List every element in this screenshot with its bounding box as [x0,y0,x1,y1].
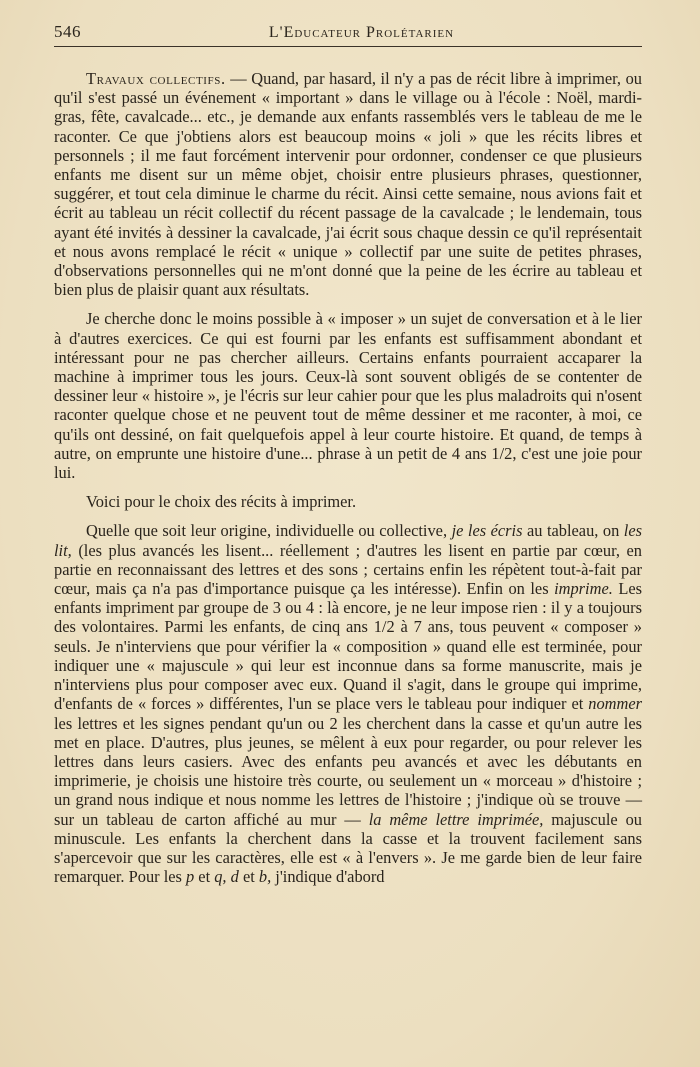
text-run: et [194,867,215,887]
text-run: au tableau, on [522,521,624,541]
body-text [54,69,642,886]
emphasis: les lit, [54,521,642,560]
emphasis: je les écris [451,521,523,541]
paragraph [54,521,642,886]
emphasis: q, [214,867,227,887]
text-run: (les plus avancés les lisent... réellement ; d'autres les lisent en partie par cœur, en partie en reconnaissant des lettres et des sons ; certains enfin les répètent tout-à-fait par cœur, mais ça n'a pas d'importance puisque ça les intéresse). Enfin on les [54,540,642,599]
emphasis: imprime. [554,579,613,599]
text-run: Les enfants impriment par groupe de 3 ou 4 : là encore, je ne leur impose rien : il y a toujours des volontaires. Parmi les enfants, de cinq ans 1/2 à 7 ans, tous peuvent « composer » seuls. Je n'interviens que pour vérifier la « composition » quand elle est terminée, pour indiquer une « majuscule » qui leur est inconnue dans sa forme manuscrite, mais je n'interviens plus pour composer avec eux. Quand il s'agit, dans le groupe qui imprime, d'enfants de « forces » différentes, l'un se place vers le tableau pour indiquer et [54,579,642,714]
emphasis: d [230,867,239,887]
emphasis: b, [258,867,272,887]
paragraph-text: — Quand, par hasard, il n'y a pas de récit libre à imprimer, ou qu'il s'est passé un événement « important » dans le village ou à l'école : Noël, mardi-gras, fête, cavalcade... etc., je demande aux enfants rassemblés vers le tableau de me le raconter. Ce que j'obtiens alors est beaucoup moins « joli » que les récits libres et personnels ; il me faut forcément intervenir pour ordonner, condenser ce que plusieurs enfants me disent sur un même objet, choisir entre plusieurs phrases, questionner, suggérer, et tout cela diminue le charme du récit. Ainsi cette semaine, nous avions fait et écrit au tableau un récit collectif du récent passage de la cavalcade ; le lendemain, tous ayant été invités à dessiner la cavalcade, j'ai écrit sous chaque dessin ce qu'il représentait et nous avons remplacé le récit « unique » collectif par une suite de petites phrases, d'observations personnelles qui ne m'ont donné que la peine de les écrire au tableau et bien plus de plaisir quant aux résultats. [54,69,642,300]
text-run: Quelle que soit leur origine, individuelle ou collective, [86,521,452,541]
page-number: 546 [54,22,81,41]
running-title: L'Educateur Prolétarien [268,24,455,41]
paragraph: Je cherche donc le moins possible à « imposer » un sujet de conversation et à le lier à d'autres exercices. Ce qui est fourni par les enfants est suffisamment abondant et intéressant pour ne pas chercher ailleurs. Certains enfants pourraient accaparer la machine à imprimer tous les jours. Ceux-là sont souvent obligés de se contenter de dessiner leur « histoire », je l'écris sur leur cahier pour que les plus maladroits qui n'osent raconter quelque chose et ne peuvent tout de même dessiner et me raconter, à moi, ce qu'ils ont dessiné, on fait quelquefois appel à leur courte histoire. Et quand, de temps à autre, on emprunte une histoire d'une... phrase à un petit de 4 ans 1/2, c'est une joie pour lui. [54,309,642,483]
text-run: les lettres et les signes pendant qu'un ou 2 les cherchent dans la casse et qu'un autre les met en place. D'autres, plus jeunes, se mêlent à eux pour regarder, ou pour relever les lettres dans leurs casiers. Avec des enfants peu avancés et avec les débutants en imprimerie, je choisis une histoire très courte, ou seulement un « morceau » d'histoire ; un grand nous indique et nous nomme les lettres de l'histoire ; j'indique où se trouve — sur un tableau de carton affiché au mur — [54,713,642,829]
text-run: majuscule ou minuscule. Les enfants la cherchent dans la casse et la trouvent facilement sans s'apercevoir que sur les caractères, elle est « à l'envers ». Je me garde bien de leur faire remarquer. Pour les [54,809,642,887]
text-run: et [238,867,259,887]
section-lead: Travaux collectifs. [86,69,226,88]
emphasis: la même lettre imprimée, [368,809,544,829]
paragraph: Voici pour le choix des récits à imprimer. [86,492,357,512]
text-run: j'indique d'abord [271,867,385,887]
page-header [54,22,642,47]
paragraph-travaux-collectifs [54,69,642,299]
emphasis: p [186,867,195,887]
emphasis: nommer [588,694,642,714]
